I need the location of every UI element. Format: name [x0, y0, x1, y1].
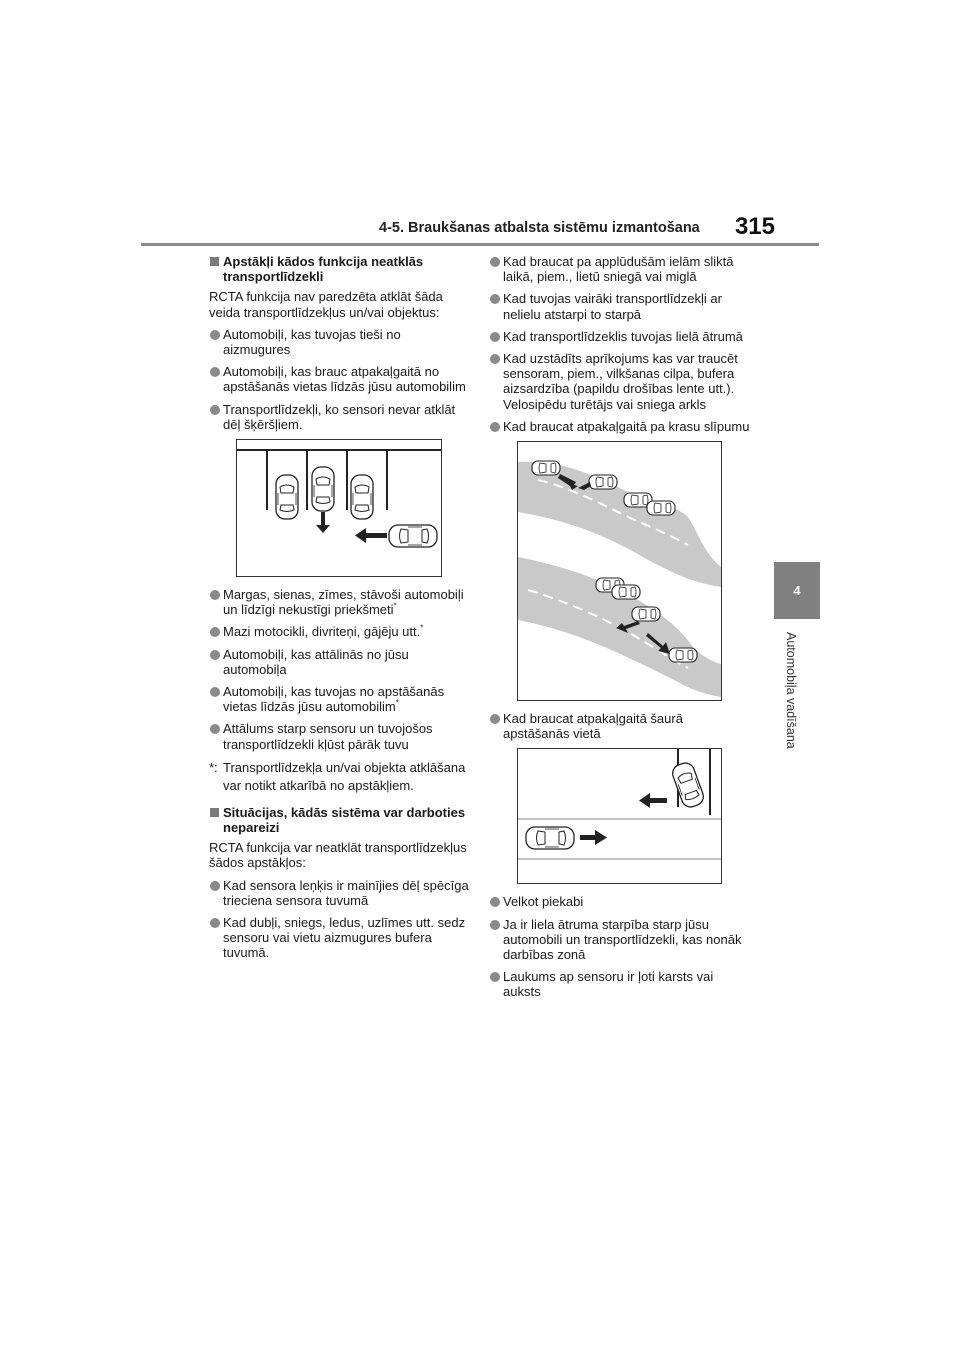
car — [632, 607, 660, 621]
list-item: Automobiļi, kas tuvojas tieši no aizmugures — [209, 327, 471, 357]
chapter-tab[interactable]: 4 — [774, 562, 820, 619]
passing-car — [526, 827, 574, 849]
footnote-mark: *: — [209, 759, 218, 775]
car — [647, 501, 675, 515]
car — [589, 475, 617, 489]
reversing-car — [312, 467, 334, 511]
parked-car — [351, 475, 373, 519]
list-item: Automobiļi, kas tuvojas no apstāšanās vietas līdzās jūsu automobilim* — [209, 684, 471, 714]
list-item: Automobiļi, kas brauc atpakaļgaitā no apstāšanās vietas līdzās jūsu automobilim — [209, 364, 471, 394]
approaching-car — [389, 525, 437, 547]
list-item: Kad dubļi, sniegs, ledus, uzlīmes utt. sedz sensoru vai vietu aizmugures bufera tuvumā. — [209, 915, 471, 961]
left-column — [209, 254, 471, 968]
right-column — [489, 254, 751, 1007]
list-item: Laukums ap sensoru ir ļoti karsts vai auksts — [489, 969, 751, 999]
list-item: Mazi motocikli, divriteņi, gājēju utt.* — [209, 624, 471, 639]
footnote — [209, 759, 471, 795]
chapter-title: Automobiļa vadīšana — [784, 632, 798, 749]
section-title: 4-5. Braukšanas atbalsta sistēmu izmantošana — [379, 220, 700, 236]
chapter-label — [784, 632, 804, 792]
slope-illustration — [517, 441, 722, 701]
list-item: Kad sensora leņķis ir mainījies dēļ spēcīga trieciena sensora tuvumā — [209, 878, 471, 908]
heading-not-detected: Apstākļi kādos funkcija neatklās transportlīdzekli — [209, 254, 471, 284]
car — [612, 585, 640, 599]
narrow-parking-illustration — [517, 748, 722, 884]
list-item: Kad braucat pa applūdušām ielām sliktā laikā, piem., lietū sniegā vai miglā — [489, 254, 751, 284]
paragraph: RCTA funkcija var neatklāt transportlīdzekļus šādos apstākļos: — [209, 840, 467, 871]
parked-car — [276, 475, 298, 519]
list-item: Kad braucat atpakaļgaitā pa krasu slīpumu — [489, 419, 751, 434]
car — [532, 461, 560, 475]
parking-svg — [237, 440, 441, 576]
footnote-text: Transportlīdzekļa un/vai objekta atklāšana var notikt atkarībā no apstākļiem. — [223, 759, 466, 793]
list-item: Velkot piekabi — [489, 894, 751, 909]
list-item: Kad uzstādīts aprīkojums kas var traucēt sensoram, piem., vilkšanas cilpa, bufera aizsardzība (papildu drošības lente utt.). Velosipēdu turētājs vai sniega arkls — [489, 351, 751, 412]
page-header — [141, 212, 819, 246]
parking-obstacles-illustration — [236, 439, 442, 577]
reversing-car — [670, 761, 706, 810]
paragraph: RCTA funkcija nav paredzēta atklāt šāda veida transportlīdzekļus un/vai objektus: — [209, 289, 443, 320]
car — [669, 648, 697, 662]
page-number: 315 — [734, 213, 775, 240]
list-item: Ja ir liela ātruma starpība starp jūsu automobili un transportlīdzekli, kas nonāk darbības zonā — [489, 917, 751, 963]
list-item: Kad tuvojas vairāki transportlīdzekļi ar nelielu atstarpi to starpā — [489, 291, 751, 321]
list-item: Margas, sienas, zīmes, stāvoši automobiļi un līdzīgi nekustīgi priekšmeti* — [209, 587, 471, 617]
list-item: Attālums starp sensoru un tuvojošos transportlīdzekli kļūst pārāk tuvu — [209, 721, 471, 751]
heading-malfunction: Situācijas, kādās sistēma var darboties nepareizi — [209, 805, 471, 835]
header-rule — [141, 243, 819, 246]
list-item: Automobiļi, kas attālinās no jūsu automobiļa — [209, 647, 471, 677]
list-item: Transportlīdzekļi, ko sensori nevar atklāt dēļ šķēršļiem. — [209, 402, 471, 432]
narrow-parking-svg — [518, 749, 721, 883]
list-item: Kad braucat atpakaļgaitā šaurā apstāšanās vietā — [489, 711, 751, 741]
list-item: Kad transportlīdzeklis tuvojas lielā ātrumā — [489, 329, 751, 344]
slope-svg — [518, 442, 721, 700]
